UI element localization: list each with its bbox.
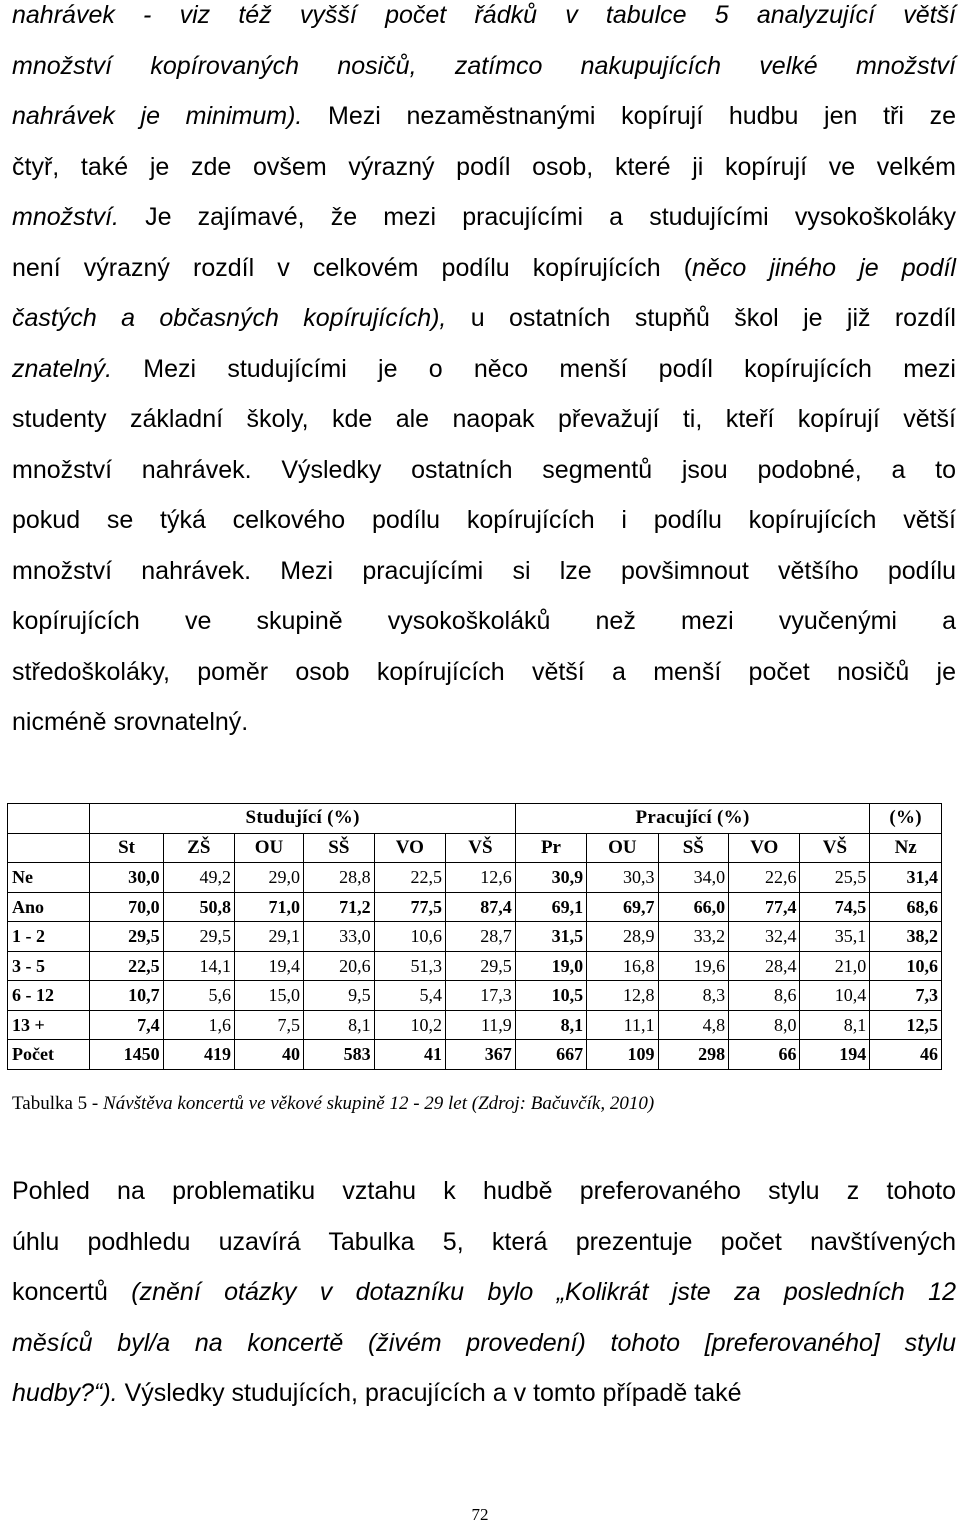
table-cell: 14,1 — [163, 951, 234, 981]
table-cell: 15,0 — [234, 981, 303, 1011]
table-cell: 69,1 — [515, 892, 586, 922]
text-segment: nahrávek - viz též vyšší počet řádků v tabulce 5 analyzující větší — [12, 1, 956, 29]
table-cell: 5,6 — [163, 981, 234, 1011]
text-line — [12, 243, 956, 294]
text-line — [12, 697, 956, 748]
table-cell: 194 — [800, 1040, 870, 1070]
text-line — [12, 546, 956, 597]
text-line — [12, 41, 956, 92]
text-segment: znatelný. — [12, 354, 113, 383]
table-cell: 22,5 — [90, 951, 163, 981]
row-label: Ano — [8, 892, 90, 922]
text-segment: čtyř, také je zde ovšem výrazný podíl osob, které ji kopírují ve velkém — [12, 152, 956, 181]
table-cell: 87,4 — [445, 892, 515, 922]
body-paragraph-2 — [12, 1166, 956, 1419]
table-cell: 30,3 — [587, 863, 658, 893]
table-cell: 9,5 — [304, 981, 375, 1011]
column-header: VO — [374, 833, 445, 863]
table-cell: 35,1 — [800, 922, 870, 952]
group-header-studujici: Studující (%) — [90, 804, 515, 834]
table-cell: 40 — [234, 1040, 303, 1070]
table-cell: 8,1 — [800, 1010, 870, 1040]
text-segment: častých a občasných kopírujících), — [12, 304, 447, 332]
table-cell: 50,8 — [163, 892, 234, 922]
table-row — [8, 892, 942, 922]
body-paragraph-1 — [12, 0, 956, 748]
table-cell: 10,5 — [515, 981, 586, 1011]
caption-prefix: Tabulka 5 - — [12, 1093, 104, 1114]
table-cell: 17,3 — [445, 981, 515, 1011]
text-segment: Je zajímavé, že mezi pracujícími a studujícími vysokoškoláky — [118, 203, 956, 231]
group-header-pracujici: Pracující (%) — [515, 804, 869, 834]
table-cell: 25,5 — [800, 863, 870, 893]
text-segment: nahrávek je minimum). — [12, 102, 303, 130]
table-cell: 19,0 — [515, 951, 586, 981]
text-segment: množství kopírovaných nosičů, zatímco nakupujících velké množství — [12, 51, 956, 80]
table-cell: 32,4 — [729, 922, 800, 952]
table-cell: 22,6 — [729, 863, 800, 893]
text-line — [12, 192, 956, 243]
text-line — [12, 1267, 956, 1318]
text-line — [12, 1318, 956, 1369]
table-cell: 298 — [658, 1040, 729, 1070]
table-cell: 5,4 — [374, 981, 445, 1011]
table-cell: 28,4 — [729, 951, 800, 981]
table-cell: 28,9 — [587, 922, 658, 952]
table-cell: 71,2 — [304, 892, 375, 922]
text-line — [12, 445, 956, 496]
table-cell: 8,1 — [304, 1010, 375, 1040]
text-line — [12, 1166, 956, 1217]
table-cell: 8,6 — [729, 981, 800, 1011]
table-cell: 4,8 — [658, 1010, 729, 1040]
column-header: St — [90, 833, 163, 863]
table-cell: 8,1 — [515, 1010, 586, 1040]
table-cell: 77,5 — [374, 892, 445, 922]
table-cell: 29,5 — [90, 922, 163, 952]
table-cell: 8,3 — [658, 981, 729, 1011]
text-segment: hudby?“). — [12, 1379, 118, 1407]
table-row — [8, 981, 942, 1011]
column-header: OU — [587, 833, 658, 863]
table-cell: 29,5 — [163, 922, 234, 952]
table-cell: 7,4 — [90, 1010, 163, 1040]
table-cell: 19,4 — [234, 951, 303, 981]
text-line — [12, 495, 956, 546]
table-cell: 77,4 — [729, 892, 800, 922]
table-cell: 71,0 — [234, 892, 303, 922]
table-cell: 31,5 — [515, 922, 586, 952]
text-segment: studenty základní školy, kde ale naopak převažují ti, kteří kopírují větší — [12, 405, 956, 433]
table-cell: 49,2 — [163, 863, 234, 893]
text-line — [12, 1368, 956, 1419]
text-segment: pokud se týká celkového podílu kopírujících i podílu kopírujících větší — [12, 506, 956, 534]
text-line — [12, 1217, 956, 1268]
text-segment: Pohled na problematiku vztahu k hudbě preferovaného stylu z tohoto — [12, 1177, 956, 1205]
table-cell: 16,8 — [587, 951, 658, 981]
table-row — [8, 922, 942, 952]
row-label: 13 + — [8, 1010, 90, 1040]
row-label: Ne — [8, 863, 90, 893]
text-segment: množství. — [12, 203, 119, 231]
table-cell: 8,0 — [729, 1010, 800, 1040]
table-cell: 7,5 — [234, 1010, 303, 1040]
table-cell: 38,2 — [870, 922, 942, 952]
text-segment: kopírujících ve skupině vysokoškoláků než mezi vyučenými a — [12, 607, 956, 635]
table-cell: 66 — [729, 1040, 800, 1070]
text-segment: množství nahrávek. Výsledky ostatních segmentů jsou podobné, a to — [12, 455, 956, 484]
table-cell: 30,0 — [90, 863, 163, 893]
table-cell: 12,5 — [870, 1010, 942, 1040]
column-header: Pr — [515, 833, 586, 863]
table-cell: 21,0 — [800, 951, 870, 981]
table-cell: 29,0 — [234, 863, 303, 893]
table-cell: 11,1 — [587, 1010, 658, 1040]
table-cell: 29,1 — [234, 922, 303, 952]
column-header: SŠ — [304, 833, 375, 863]
text-segment: koncertů — [12, 1278, 132, 1306]
corner-cell — [8, 833, 90, 863]
text-segment: není výrazný rozdíl v celkovém podílu kopírujících ( — [12, 253, 693, 282]
text-line — [12, 394, 956, 445]
table-cell: 20,6 — [304, 951, 375, 981]
row-label: 3 - 5 — [8, 951, 90, 981]
table-cell: 33,2 — [658, 922, 729, 952]
row-label: Počet — [8, 1040, 90, 1070]
table-cell: 7,3 — [870, 981, 942, 1011]
table-cell: 41 — [374, 1040, 445, 1070]
table-row — [8, 863, 942, 893]
text-segment: (znění otázky v dotazníku bylo „Kolikrát jste za posledních 12 — [131, 1278, 956, 1306]
table-cell: 10,6 — [870, 951, 942, 981]
text-segment: Mezi nezaměstnanými kopírují hudbu jen tři ze — [302, 102, 956, 130]
table-cell: 583 — [304, 1040, 375, 1070]
text-segment: množství nahrávek. Mezi pracujícími si lze povšimnout většího podílu — [12, 556, 956, 585]
table-row — [8, 1010, 942, 1040]
text-line — [12, 596, 956, 647]
table-cell: 1,6 — [163, 1010, 234, 1040]
table-cell: 28,7 — [445, 922, 515, 952]
table-cell: 31,4 — [870, 863, 942, 893]
table-cell: 70,0 — [90, 892, 163, 922]
table-cell: 51,3 — [374, 951, 445, 981]
page-number: 72 — [471, 1505, 489, 1524]
text-line — [12, 91, 956, 142]
table-cell: 10,4 — [800, 981, 870, 1011]
table-cell: 33,0 — [304, 922, 375, 952]
concert-attendance-table — [7, 803, 942, 1070]
row-label: 6 - 12 — [8, 981, 90, 1011]
text-segment: úhlu podhledu uzavírá Tabulka 5, která prezentuje počet navštívených — [12, 1227, 956, 1256]
table-cell: 66,0 — [658, 892, 729, 922]
table-row — [8, 951, 942, 981]
caption-text: Návštěva koncertů ve věkové skupině 12 - 29 let (Zdroj: Bačuvčík, 2010) — [103, 1093, 655, 1114]
column-header: VŠ — [445, 833, 515, 863]
table-cell: 68,6 — [870, 892, 942, 922]
table-cell: 11,9 — [445, 1010, 515, 1040]
column-header: Nz — [870, 833, 942, 863]
table-cell: 12,6 — [445, 863, 515, 893]
text-segment: nicméně srovnatelný. — [12, 708, 249, 736]
text-segment: u ostatních stupňů škol je již rozdíl — [446, 304, 956, 332]
column-header: VŠ — [800, 833, 870, 863]
table-column-header-row — [8, 833, 942, 863]
table-cell: 46 — [870, 1040, 942, 1070]
table-caption — [12, 1093, 654, 1115]
text-segment: měsíců byl/a na koncertě (živém provedení) tohoto [preferovaného] stylu — [12, 1328, 956, 1357]
table-group-header-row — [8, 804, 942, 834]
text-line — [12, 344, 956, 395]
text-line — [12, 142, 956, 193]
table-cell: 367 — [445, 1040, 515, 1070]
text-segment: Mezi studujícími je o něco menší podíl kopírujících mezi — [112, 354, 956, 383]
table-cell: 69,7 — [587, 892, 658, 922]
table-cell: 22,5 — [374, 863, 445, 893]
table-cell: 12,8 — [587, 981, 658, 1011]
column-header: SŠ — [658, 833, 729, 863]
text-segment: středoškoláky, poměr osob kopírujících větší a menší počet nosičů je — [12, 657, 956, 686]
column-header: OU — [234, 833, 303, 863]
text-segment: něco jiného je podíl — [692, 253, 956, 282]
table-cell: 74,5 — [800, 892, 870, 922]
table-cell: 34,0 — [658, 863, 729, 893]
row-label: 1 - 2 — [8, 922, 90, 952]
table-cell: 667 — [515, 1040, 586, 1070]
text-line — [12, 647, 956, 698]
group-header-total: (%) — [870, 804, 942, 834]
column-header: VO — [729, 833, 800, 863]
table-cell: 19,6 — [658, 951, 729, 981]
text-line — [12, 293, 956, 344]
table-cell: 10,6 — [374, 922, 445, 952]
text-segment: Výsledky studujících, pracujících a v tomto případě také — [117, 1379, 742, 1407]
table-cell: 10,2 — [374, 1010, 445, 1040]
table-cell: 29,5 — [445, 951, 515, 981]
table-cell: 28,8 — [304, 863, 375, 893]
corner-cell — [8, 804, 90, 834]
column-header: ZŠ — [163, 833, 234, 863]
table-cell: 109 — [587, 1040, 658, 1070]
table-cell: 30,9 — [515, 863, 586, 893]
table-cell: 10,7 — [90, 981, 163, 1011]
table-cell: 1450 — [90, 1040, 163, 1070]
table-cell: 419 — [163, 1040, 234, 1070]
table-row — [8, 1040, 942, 1070]
text-line — [12, 0, 956, 41]
